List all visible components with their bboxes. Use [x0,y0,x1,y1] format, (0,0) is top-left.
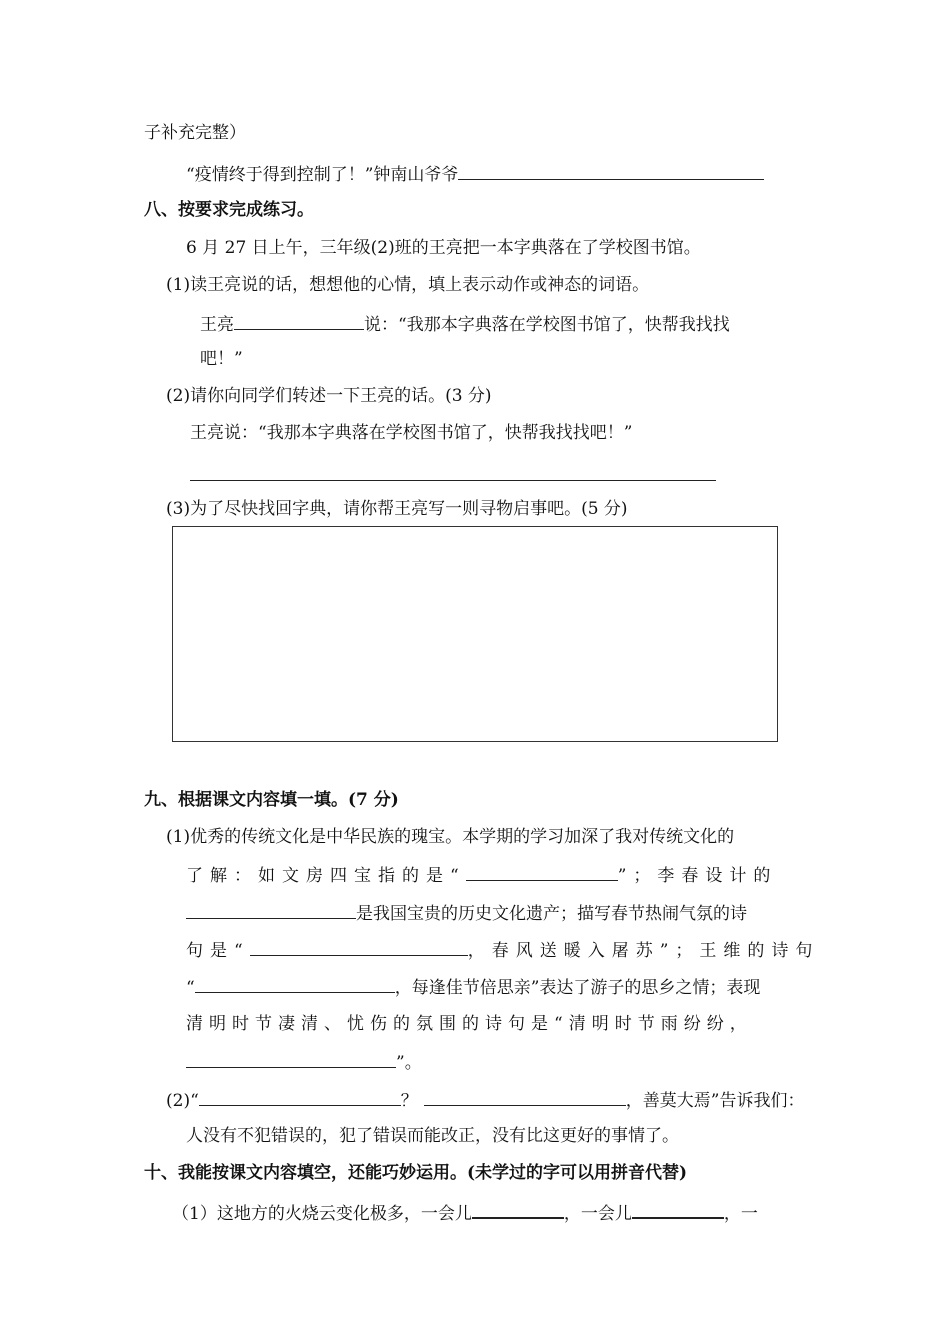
section-8-title: 八、按要求完成练习。 [144,200,314,220]
section-9-line-3 [186,900,747,926]
speaker-name: 王亮 [200,315,234,335]
section-9-line-4 [186,937,819,963]
text: 句是“ [186,941,250,961]
section-9-line-2 [186,862,777,888]
emotion-blank[interactable] [234,311,364,330]
question-8-1: (1)读王亮说的话，想想他的心情，填上表示动作或神态的词语。 [166,275,650,295]
text: ”；李春设计的 [617,866,778,886]
section-9-line-7 [186,1049,422,1075]
answer-blank[interactable] [424,1087,626,1106]
section-9-line-6: 清明时节凄清、忧伤的氛围的诗句是“清明时节雨纷纷， [186,1014,753,1034]
continuation-text: 子补充完整） [144,123,246,143]
answer-blank[interactable] [458,161,764,180]
text: ，一 [723,1204,758,1224]
retell-answer-line[interactable] [190,480,716,481]
section-9-line-8 [166,1087,804,1113]
text: ，每逢佳节倍思亲”表达了游子的思乡之情；表现 [394,978,761,998]
text: （1）这地方的火烧云变化极多，一会儿 [172,1204,472,1224]
text: ”。 [396,1053,422,1073]
section-9-line-5 [186,974,760,1000]
question-8-3: (3)为了尽快找回字典，请你帮王亮写一则寻物启事吧。(5 分) [166,499,628,519]
text: ，善莫大焉”告诉我们： [625,1091,805,1111]
question-8-2-quote: 王亮说：“我那本字典落在学校图书馆了，快帮我找找吧！” [190,423,633,443]
answer-blank[interactable] [186,900,356,919]
answer-blank[interactable] [472,1199,564,1219]
question-8-2: (2)请你向同学们转述一下王亮的话。(3 分) [166,386,492,406]
text: ？ [400,1091,418,1111]
text: (2)“ [166,1091,199,1111]
answer-blank[interactable] [199,1087,401,1106]
question-8-1-end: 吧！” [200,349,243,369]
text: “ [186,978,195,998]
section-9-line-1: (1)优秀的传统文化是中华民族的瑰宝。本学期的学习加深了我对传统文化的 [166,827,735,847]
question-8-1-line [200,311,730,337]
text: 了解：如文房四宝指的是“ [186,866,466,886]
text: 是我国宝贵的历史文化遗产；描写春节热闹气氛的诗 [356,904,747,924]
speech-text: 说：“我那本字典落在学校图书馆了，快帮我找找 [364,315,730,335]
section-9-title: 九、根据课文内容填一填。(7 分) [144,790,399,810]
text: ，春风送暖入屠苏”；王维的诗句 [467,941,820,961]
quote-text: “疫情终于得到控制了！”钟南山爷爷 [186,165,459,185]
notice-writing-box[interactable] [172,526,778,742]
section-10-title: 十、我能按课文内容填空，还能巧妙运用。(未学过的字可以用拼音代替) [144,1163,688,1183]
section-8-intro: 6 月 27 日上午，三年级(2)班的王亮把一本字典落在了学校图书馆。 [186,238,701,258]
quote-line [186,161,764,187]
section-10-line-1 [172,1199,758,1226]
answer-blank[interactable] [466,862,618,881]
text: ，一会儿 [563,1204,632,1224]
answer-blank[interactable] [632,1199,724,1219]
answer-blank[interactable] [186,1049,396,1068]
answer-blank[interactable] [250,937,468,956]
section-9-line-9: 人没有不犯错误的，犯了错误而能改正，没有比这更好的事情了。 [186,1126,679,1146]
answer-blank[interactable] [195,974,395,993]
